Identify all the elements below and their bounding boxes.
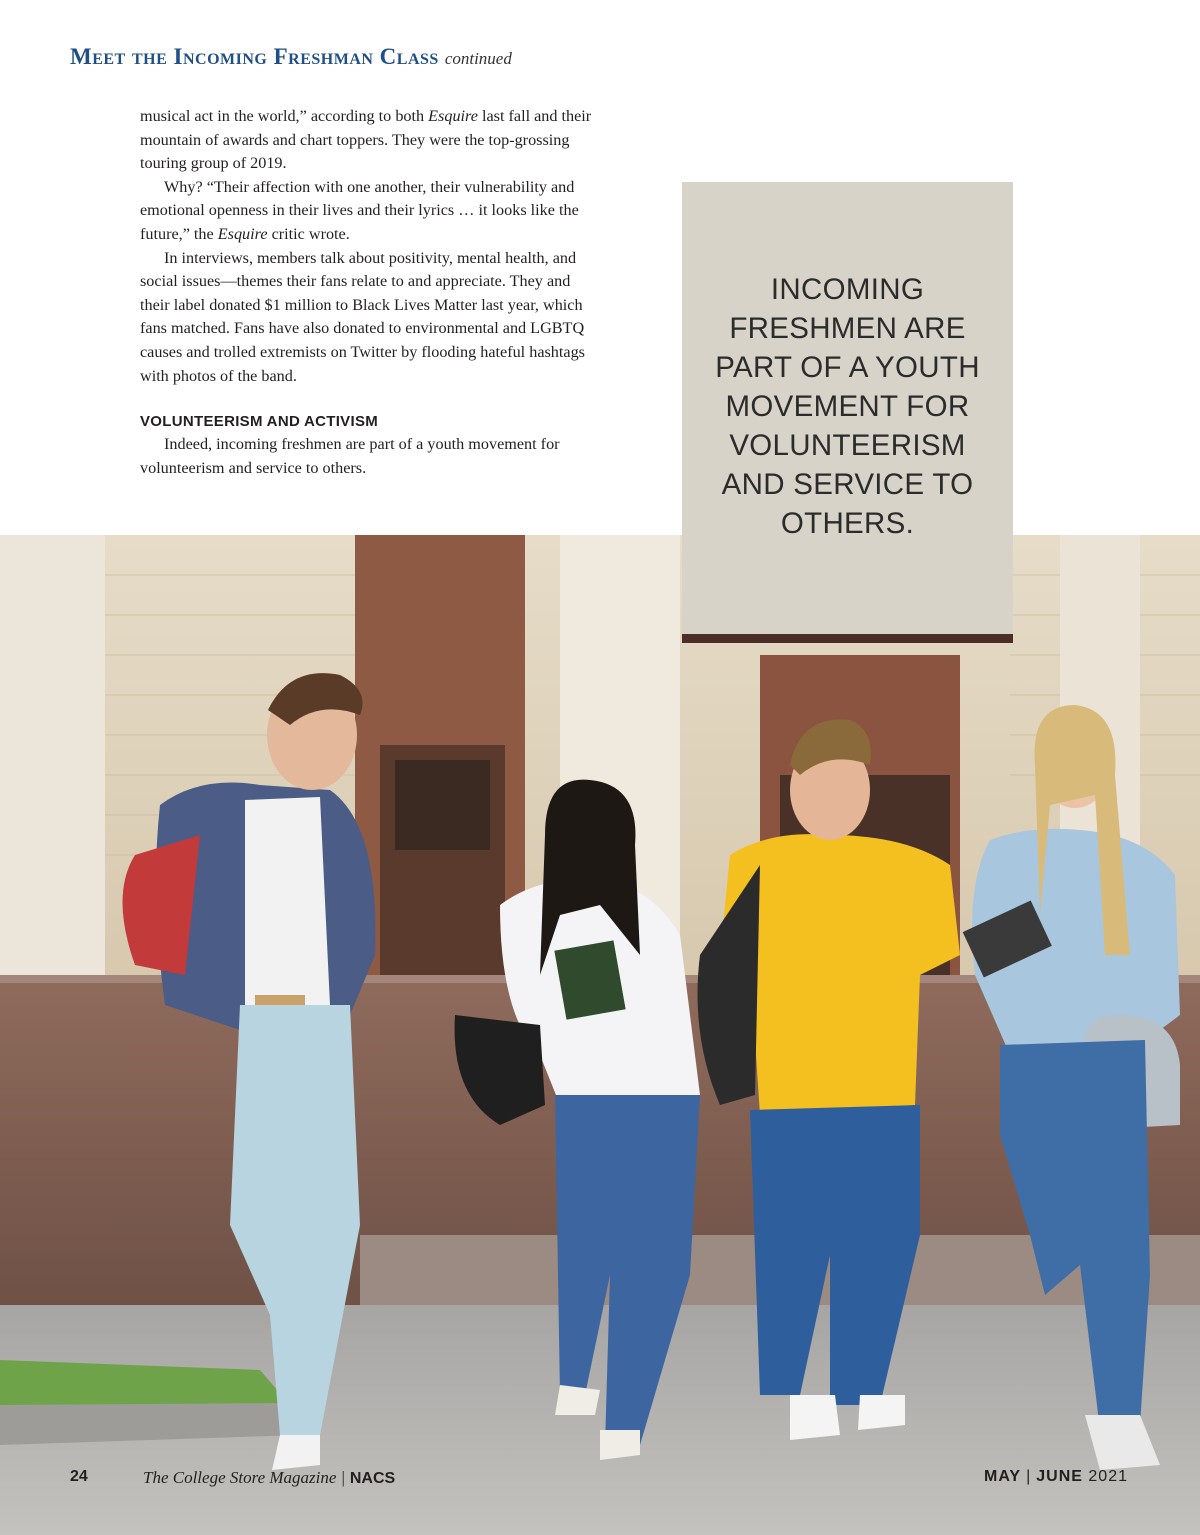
footer-magazine-title: The College Store Magazine — [143, 1468, 337, 1487]
paragraph-2-publication: Esquire — [217, 224, 268, 243]
footer-separator: | — [341, 1468, 345, 1487]
paragraph-1-text-a: musical act in the world,” according to both — [140, 107, 429, 125]
paragraph-3: In interviews, members talk about positivity, mental health, and social issues—themes their fans relate to and appreciate. They and their label donated $1 million to Black Lives Matter last year, which fans matched. Fans have also donated to environmental and LGBTQ causes and trolled extremists on Twitter by flooding hateful hashtags with photos of the band. — [140, 248, 585, 385]
paragraph-4: Indeed, incoming freshmen are part of a youth movement for volunteerism and service to others. — [140, 435, 560, 477]
paragraph-1-text-b: last fall and their mountain of awards and chart toppers. They were the top-grossing touring group of 2019. — [140, 107, 592, 173]
footer-org: NACS — [349, 1470, 396, 1487]
pull-quote-text: INCOMING FRESHMEN ARE PART OF A YOUTH MOVEMENT FOR VOLUNTEERISM AND SERVICE TO OTHERS. — [715, 272, 980, 540]
running-header-continued: continued — [444, 49, 512, 68]
photo-illustration — [0, 535, 1200, 1535]
paragraph-2-text-b: critic wrote. — [267, 224, 350, 243]
footer-month-1: MAY — [984, 1468, 1022, 1485]
running-header-title: Meet the Incoming Freshman Class — [70, 44, 439, 69]
subhead-volunteerism: VOLUNTEERISM AND ACTIVISM — [140, 413, 379, 431]
paragraph-2 — [140, 176, 600, 247]
footer-date-separator: | — [1026, 1468, 1032, 1485]
paragraph-1 — [140, 105, 600, 176]
students-walking-photo — [0, 535, 1200, 1535]
paragraph-2-text-a: Why? “Their affection with one another, their vulnerability and emotional openness in their lives and their lyrics … it looks like the future,” the — [140, 177, 579, 243]
footer-year: 2021 — [1088, 1468, 1128, 1485]
footer-magazine — [143, 1468, 395, 1488]
article-body — [140, 105, 600, 480]
footer-issue-date — [984, 1468, 1128, 1486]
paragraph-1-publication: Esquire — [428, 107, 478, 125]
page-number: 24 — [70, 1468, 88, 1485]
pull-quote-box — [682, 182, 1013, 643]
running-header — [70, 44, 512, 70]
footer-month-2: JUNE — [1036, 1468, 1083, 1485]
